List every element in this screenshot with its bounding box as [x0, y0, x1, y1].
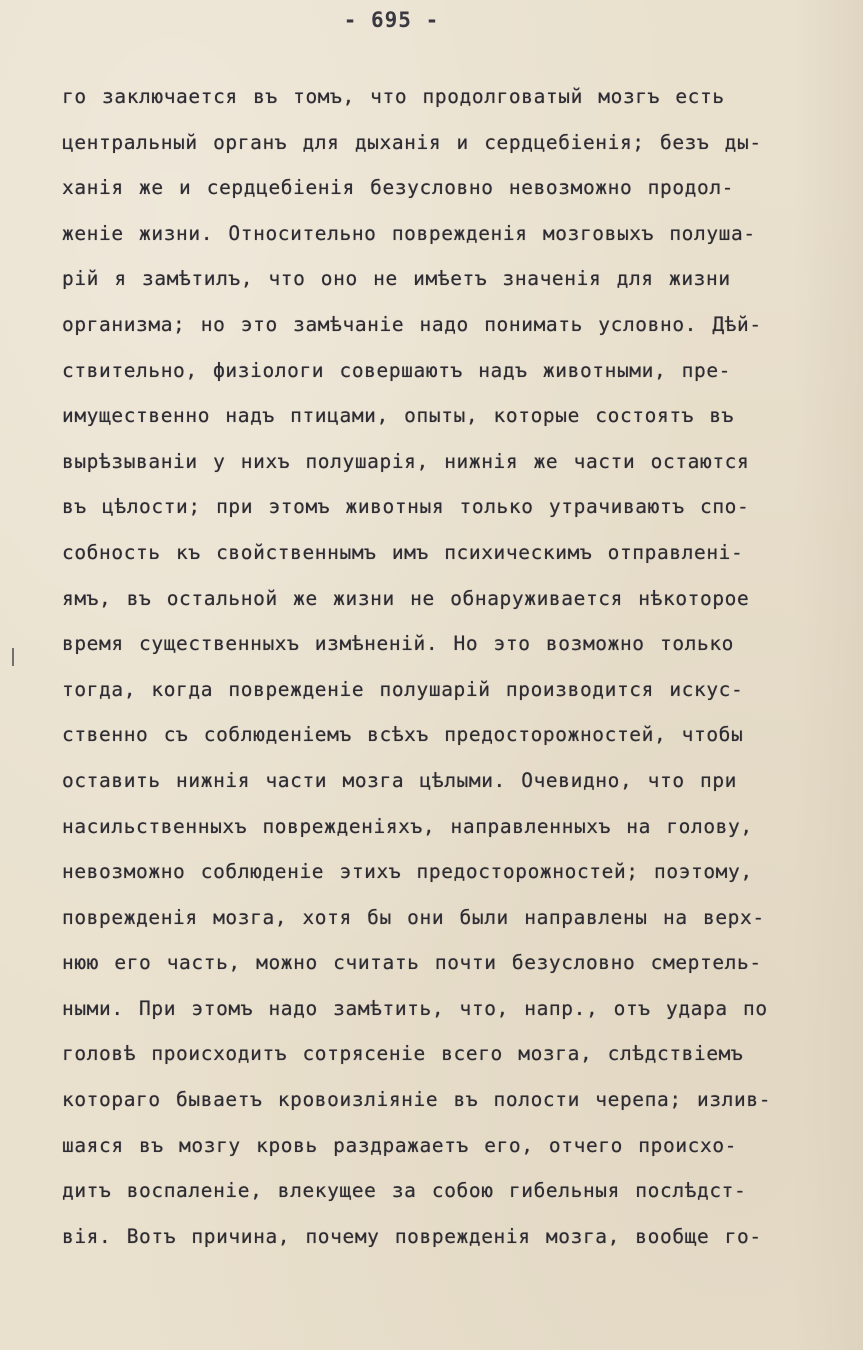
text-line: вырѣзываніи у нихъ полушарія, нижнія же части остаются: [62, 449, 750, 473]
text-line: ямъ, въ остальной же жизни не обнаруживается нѣкоторое: [62, 586, 750, 610]
text-line: поврежденія мозга, хотя бы они были направлены на верх-: [62, 905, 765, 929]
text-line: женіе жизни. Относительно поврежденія мозговыхъ полуша-: [62, 221, 756, 245]
body-text: [62, 74, 822, 1259]
text-line: рій я замѣтилъ, что оно не имѣетъ значенія для жизни: [62, 267, 731, 291]
text-line: центральный органъ для дыханія и сердцебіенія; безъ ды-: [62, 130, 762, 154]
text-line: ханія же и сердцебіенія безусловно невозможно продол-: [62, 176, 735, 200]
text-line: шаяся въ мозгу кровь раздражаетъ его, отчего происхо-: [62, 1133, 738, 1157]
text-line: собность къ свойственнымъ имъ психическимъ отправлені-: [62, 540, 744, 564]
text-line: время существенныхъ измѣненій. Но это возможно только: [62, 632, 735, 656]
text-line: въ цѣлости; при этомъ животныя только утрачиваютъ спо-: [62, 495, 750, 519]
text-line: тогда, когда поврежденіе полушарій производится искус-: [62, 677, 744, 701]
text-line: ствительно, физіологи совершаютъ надъ животными, пре-: [62, 358, 732, 382]
margin-mark: [12, 648, 14, 666]
text-line: имущественно надъ птицами, опыты, которые состоятъ въ: [62, 404, 735, 428]
text-line: нюю его часть, можно считать почти безусловно смертель-: [62, 951, 762, 975]
text-line: насильственныхъ поврежденіяхъ, направленныхъ на голову,: [62, 814, 753, 838]
text-line: го заключается въ томъ, что продолговатый мозгъ есть: [62, 85, 725, 108]
text-line: ными. При этомъ надо замѣтить, что, напр., отъ удара по: [62, 996, 768, 1020]
text-line: котораго бываетъ кровоизліяніе въ полости черепа; излив-: [62, 1088, 772, 1112]
text-line: оставить нижнія части мозга цѣлыми. Очевидно, что при: [62, 768, 738, 792]
text-line: головѣ происходитъ сотрясеніе всего мозга, слѣдствіемъ: [62, 1042, 744, 1066]
text-line: дитъ воспаленіе, влекущее за собою гибельныя послѣдст-: [62, 1179, 747, 1203]
text-line: ственно съ соблюденіемъ всѣхъ предосторожностей, чтобы: [62, 723, 744, 747]
page-number: - 695 -: [343, 8, 440, 32]
text-line: организма; но это замѣчаніе надо понимать условно. Дѣй-: [62, 312, 762, 336]
text-line: невозможно соблюденіе этихъ предосторожностей; поэтому,: [62, 860, 753, 884]
text-line: вія. Вотъ причина, почему поврежденія мозга, вообще го-: [62, 1224, 762, 1248]
